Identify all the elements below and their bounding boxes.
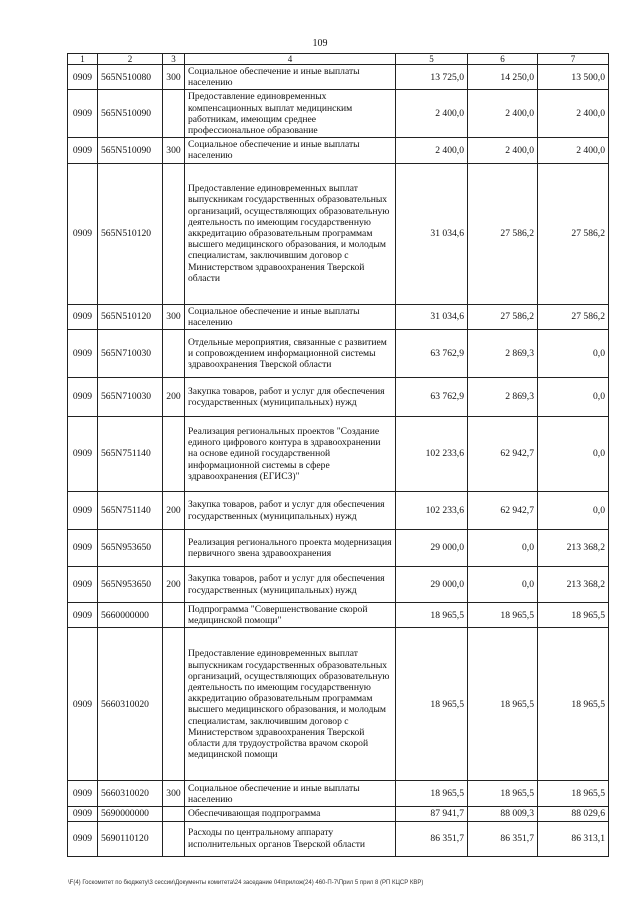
section-code: 0909 (68, 628, 98, 781)
item-description: Социальное обеспечение и иные выплаты населению (185, 304, 396, 329)
amount-col7: 18 965,5 (538, 603, 609, 628)
amount-col5: 2 400,0 (396, 90, 468, 138)
target-code: 5660310020 (98, 781, 163, 807)
amount-col7: 0,0 (538, 330, 609, 378)
amount-col6: 18 965,5 (468, 628, 538, 781)
amount-col7: 2 400,0 (538, 138, 609, 163)
section-code: 0909 (68, 807, 98, 821)
amount-col5: 29 000,0 (396, 567, 468, 603)
amount-col6: 2 400,0 (468, 90, 538, 138)
item-description: Обеспечивающая подпрограмма (185, 807, 396, 821)
target-code: 565N510120 (98, 304, 163, 329)
expense-type: 200 (163, 492, 185, 530)
item-description: Социальное обеспечение и иные выплаты населению (185, 138, 396, 163)
amount-col5: 18 965,5 (396, 781, 468, 807)
header-cell: 3 (163, 54, 185, 65)
amount-col6: 2 869,3 (468, 378, 538, 417)
table-row (68, 330, 609, 378)
section-code: 0909 (68, 781, 98, 807)
item-description: Предоставление единовременных выплат выпускникам государственных образовательных организаций, осуществляющих образовательную деятельность по имеющим государственную аккредитацию образовательным программам высшего медицинского образования, и молодым специалистам, заключившим договор с Министерством здравоохранения Тверской области (185, 163, 396, 304)
target-code: 5690110120 (98, 821, 163, 856)
target-code: 565N751140 (98, 492, 163, 530)
amount-col6: 0,0 (468, 530, 538, 567)
amount-col6: 62 942,7 (468, 417, 538, 492)
file-path-footer: \F(4) Госкомитет по бюджету\3 сессии\Документы комитета\24 заседание 04\прилож(24) 460-П-7\Прил 5 прил 8 (РП КЦСР КВР) (68, 880, 424, 886)
amount-col6: 62 942,7 (468, 492, 538, 530)
amount-col6: 18 965,5 (468, 603, 538, 628)
amount-col5: 2 400,0 (396, 138, 468, 163)
item-description: Закупка товаров, работ и услуг для обеспечения государственных (муниципальных) нужд (185, 492, 396, 530)
amount-col6: 86 351,7 (468, 821, 538, 856)
amount-col6: 0,0 (468, 567, 538, 603)
header-cell: 7 (538, 54, 609, 65)
expense-type: 200 (163, 378, 185, 417)
section-code: 0909 (68, 138, 98, 163)
amount-col7: 213 368,2 (538, 530, 609, 567)
expense-type (163, 90, 185, 138)
amount-col6: 27 586,2 (468, 304, 538, 329)
target-code: 565N953650 (98, 567, 163, 603)
item-description: Реализация регионального проекта модернизация первичного звена здравоохранения (185, 530, 396, 567)
section-code: 0909 (68, 530, 98, 567)
section-code: 0909 (68, 417, 98, 492)
amount-col5: 31 034,6 (396, 163, 468, 304)
target-code: 565N510120 (98, 163, 163, 304)
amount-col6: 27 586,2 (468, 163, 538, 304)
amount-col7: 0,0 (538, 378, 609, 417)
amount-col7: 213 368,2 (538, 567, 609, 603)
header-cell: 1 (68, 54, 98, 65)
table-row (68, 138, 609, 163)
table-row (68, 492, 609, 530)
table-row (68, 163, 609, 304)
amount-col7: 27 586,2 (538, 304, 609, 329)
amount-col7: 18 965,5 (538, 781, 609, 807)
amount-col5: 63 762,9 (396, 330, 468, 378)
amount-col7: 0,0 (538, 492, 609, 530)
table-row (68, 304, 609, 329)
section-code: 0909 (68, 378, 98, 417)
section-code: 0909 (68, 567, 98, 603)
item-description: Закупка товаров, работ и услуг для обеспечения государственных (муниципальных) нужд (185, 378, 396, 417)
section-code: 0909 (68, 330, 98, 378)
amount-col7: 13 500,0 (538, 65, 609, 90)
item-description: Социальное обеспечение и иные выплаты населению (185, 65, 396, 90)
section-code: 0909 (68, 603, 98, 628)
table-row (68, 567, 609, 603)
header-cell: 4 (185, 54, 396, 65)
amount-col6: 18 965,5 (468, 781, 538, 807)
expense-type: 300 (163, 781, 185, 807)
expense-type (163, 330, 185, 378)
amount-col5: 86 351,7 (396, 821, 468, 856)
expense-type (163, 821, 185, 856)
amount-col5: 102 233,6 (396, 492, 468, 530)
amount-col7: 2 400,0 (538, 90, 609, 138)
amount-col5: 87 941,7 (396, 807, 468, 821)
amount-col6: 2 400,0 (468, 138, 538, 163)
table-row (68, 807, 609, 821)
amount-col7: 86 313,1 (538, 821, 609, 856)
expense-type (163, 417, 185, 492)
target-code: 565N510090 (98, 90, 163, 138)
table-row (68, 378, 609, 417)
item-description: Предоставление единовременных компенсационных выплат медицинским работникам, имеющим среднее профессиональное образование (185, 90, 396, 138)
target-code: 565N710030 (98, 378, 163, 417)
target-code: 565N510090 (98, 138, 163, 163)
amount-col5: 18 965,5 (396, 603, 468, 628)
section-code: 0909 (68, 163, 98, 304)
section-code: 0909 (68, 492, 98, 530)
amount-col5: 13 725,0 (396, 65, 468, 90)
section-code: 0909 (68, 90, 98, 138)
expense-type: 300 (163, 65, 185, 90)
target-code: 5660000000 (98, 603, 163, 628)
table-row (68, 417, 609, 492)
target-code: 565N751140 (98, 417, 163, 492)
item-description: Предоставление единовременных выплат выпускникам государственных образовательных организаций, осуществляющих образовательную деятельность по имеющим государственную аккредитацию образовательным программам высшего медицинского образования, и молодым специалистам, заключившим договор с Министерством здравоохранения Тверской области для трудоустройства врачом скорой медицинской помощи (185, 628, 396, 781)
target-code: 565N710030 (98, 330, 163, 378)
amount-col5: 31 034,6 (396, 304, 468, 329)
expense-type (163, 628, 185, 781)
expense-type (163, 163, 185, 304)
amount-col5: 63 762,9 (396, 378, 468, 417)
table-row (68, 628, 609, 781)
target-code: 565N953650 (98, 530, 163, 567)
target-code: 5660310020 (98, 628, 163, 781)
item-description: Социальное обеспечение и иные выплаты населению (185, 781, 396, 807)
amount-col6: 14 250,0 (468, 65, 538, 90)
amount-col7: 0,0 (538, 417, 609, 492)
item-description: Реализация региональных проектов "Создание единого цифрового контура в здравоохранении на основе единой государственной информационной системы в сфере здравоохранения (ЕГИСЗ)" (185, 417, 396, 492)
item-description: Расходы по центральному аппарату исполнительных органов Тверской области (185, 821, 396, 856)
amount-col5: 18 965,5 (396, 628, 468, 781)
amount-col7: 18 965,5 (538, 628, 609, 781)
table-row (68, 530, 609, 567)
amount-col5: 29 000,0 (396, 530, 468, 567)
table-row (68, 781, 609, 807)
amount-col5: 102 233,6 (396, 417, 468, 492)
item-description: Отдельные мероприятия, связанные с развитием и сопровождением информационной системы здравоохранения Тверской области (185, 330, 396, 378)
section-code: 0909 (68, 65, 98, 90)
expense-type: 300 (163, 138, 185, 163)
expense-type (163, 807, 185, 821)
target-code: 5690000000 (98, 807, 163, 821)
page-number: 109 (312, 38, 328, 49)
table-row (68, 65, 609, 90)
section-code: 0909 (68, 304, 98, 329)
header-cell: 5 (396, 54, 468, 65)
amount-col7: 27 586,2 (538, 163, 609, 304)
expense-type: 300 (163, 304, 185, 329)
header-cell: 6 (468, 54, 538, 65)
target-code: 565N510080 (98, 65, 163, 90)
expense-type: 200 (163, 567, 185, 603)
table-row (68, 90, 609, 138)
amount-col7: 88 029,6 (538, 807, 609, 821)
amount-col6: 2 869,3 (468, 330, 538, 378)
table-row (68, 821, 609, 856)
table-header-row (68, 54, 609, 65)
budget-table (67, 53, 609, 857)
amount-col6: 88 009,3 (468, 807, 538, 821)
expense-type (163, 603, 185, 628)
header-cell: 2 (98, 54, 163, 65)
table-row (68, 603, 609, 628)
section-code: 0909 (68, 821, 98, 856)
item-description: Подпрограмма "Совершенствование скорой медицинской помощи" (185, 603, 396, 628)
item-description: Закупка товаров, работ и услуг для обеспечения государственных (муниципальных) нужд (185, 567, 396, 603)
expense-type (163, 530, 185, 567)
